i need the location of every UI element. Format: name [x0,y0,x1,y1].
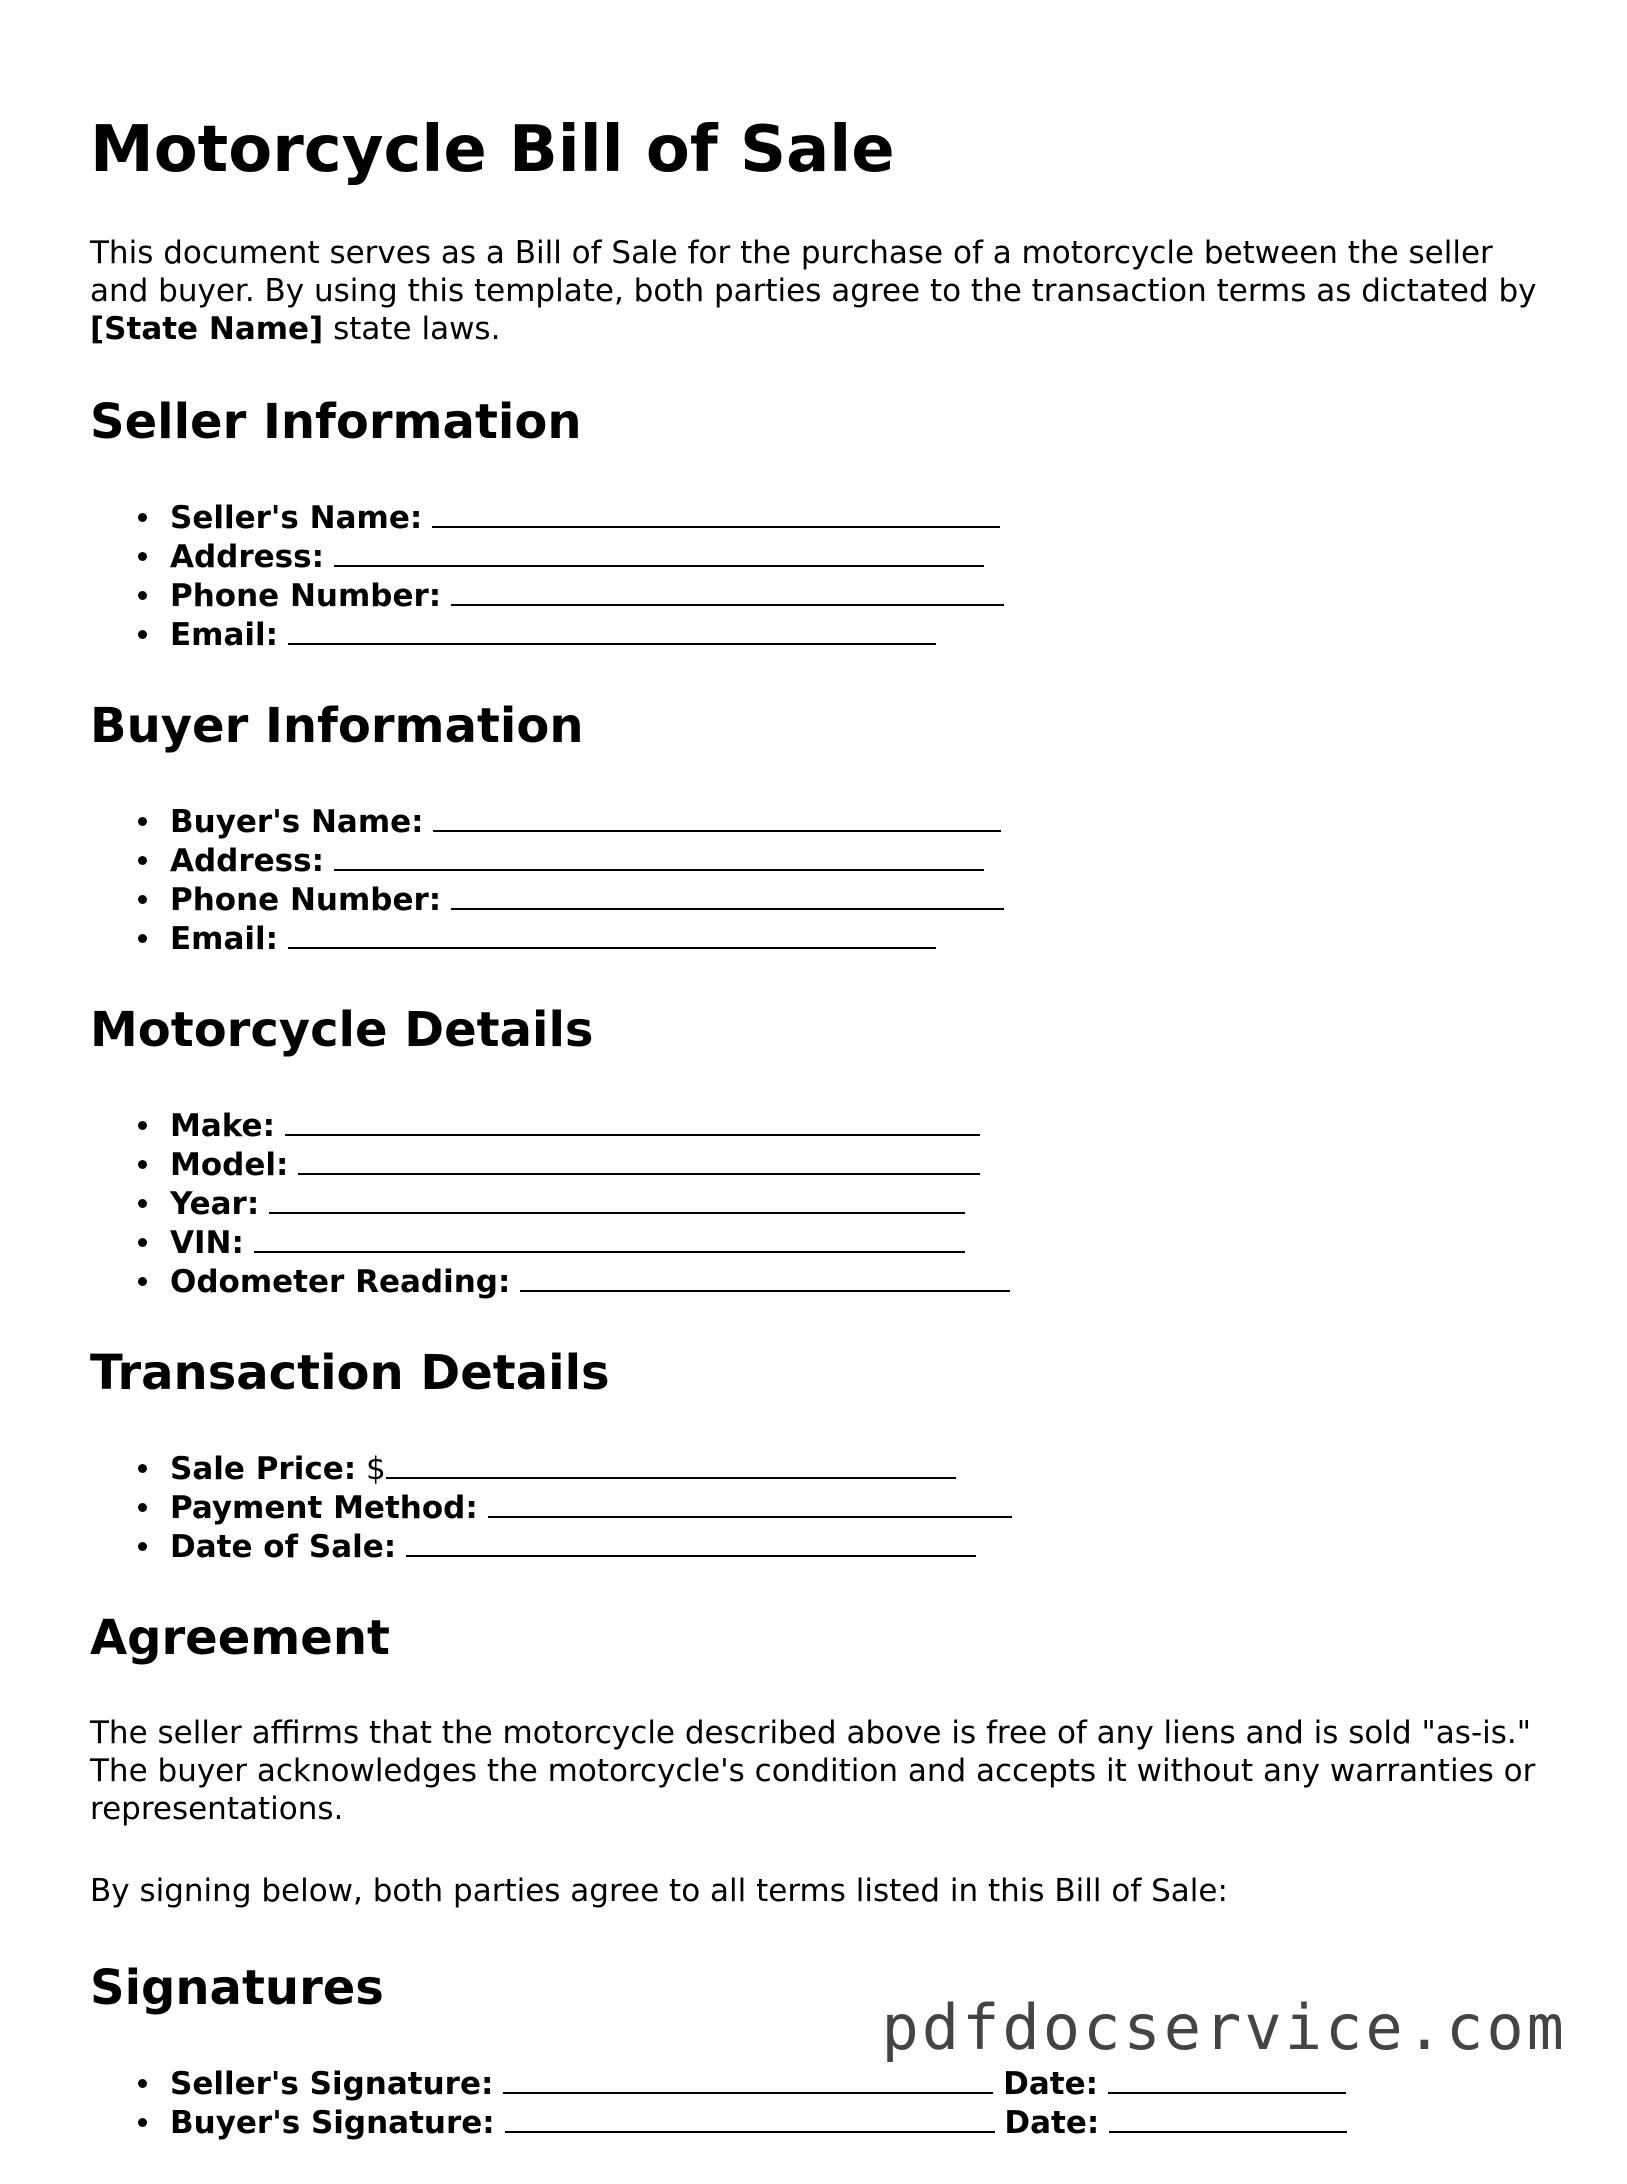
buyer-fields [90,802,1550,958]
year-field [170,1184,1550,1223]
watermark: pdfdocservice.com [881,1991,1567,2064]
fill-line[interactable] [520,1262,1010,1292]
field-label: Email: [170,921,279,957]
field-label: Seller's Name: [170,500,423,536]
field-label: Phone Number: [170,882,442,918]
field-label: Date of Sale: [170,1529,397,1565]
fill-line[interactable] [288,615,936,645]
sale-price-field [170,1449,1550,1488]
date-line[interactable] [1109,2103,1347,2133]
field-label: Payment Method: [170,1490,478,1526]
currency-symbol: $ [365,1451,386,1487]
fill-line[interactable] [433,802,1001,832]
field-label: Address: [170,539,324,575]
buyer-heading: Buyer Information [90,698,584,754]
field-label: Seller's Signature: [170,2066,494,2102]
field-label: VIN: [170,1225,244,1261]
fill-line[interactable] [451,576,1004,606]
field-label: Make: [170,1108,275,1144]
payment-method-field [170,1488,1550,1527]
signature-line[interactable] [505,2103,995,2133]
buyer-name-field [170,802,1550,841]
signatures-heading: Signatures [90,1960,384,2016]
seller-address-field [170,537,1550,576]
agreement-paragraph: The seller affirms that the motorcycle described above is free of any liens and is sold "as-is." The buyer acknowledges the motorcycle's condition and accepts it without any warranties or representations. [90,1715,1536,1827]
date-line[interactable] [1108,2064,1346,2094]
seller-phone-field [170,576,1550,615]
document-title: Motorcycle Bill of Sale [90,113,895,187]
fill-line[interactable] [386,1449,956,1479]
intro-text-before: This document serves as a Bill of Sale for the purchase of a motorcycle between the seller and buyer. By using this template, both parties agree to the transaction terms as dictated by [90,235,1537,309]
fill-line[interactable] [269,1184,965,1214]
date-label: Date: [1004,2105,1100,2141]
seller-heading: Seller Information [90,394,582,450]
signing-statement: By signing below, both parties agree to all terms listed in this Bill of Sale: [90,1873,1228,1909]
vin-field [170,1223,1550,1262]
intro-paragraph [90,234,1550,348]
fill-line[interactable] [254,1223,965,1253]
signature-line[interactable] [503,2064,993,2094]
transaction-heading: Transaction Details [90,1345,610,1401]
fill-line[interactable] [334,841,984,871]
fill-line[interactable] [288,919,936,949]
date-label: Date: [1003,2066,1099,2102]
field-label: Buyer's Name: [170,804,424,840]
seller-fields [90,498,1550,654]
state-name-placeholder: [State Name] [90,311,324,347]
field-label: Year: [170,1186,260,1222]
document-page [90,110,1550,2184]
seller-name-field [170,498,1550,537]
fill-line[interactable] [298,1145,980,1175]
motorcycle-fields [90,1106,1550,1301]
fill-line[interactable] [285,1106,980,1136]
agreement-heading: Agreement [90,1610,390,1666]
buyer-signature-field [170,2103,1550,2142]
intro-text-after: state laws. [323,311,501,347]
fill-line[interactable] [406,1527,976,1557]
transaction-fields [90,1449,1550,1566]
motorcycle-heading: Motorcycle Details [90,1002,594,1058]
fill-line[interactable] [451,880,1004,910]
field-label: Sale Price: [170,1451,357,1487]
buyer-email-field [170,919,1550,958]
fill-line[interactable] [334,537,984,567]
field-label: Odometer Reading: [170,1264,511,1300]
signature-fields [90,2064,1550,2142]
odometer-field [170,1262,1550,1301]
date-of-sale-field [170,1527,1550,1566]
buyer-phone-field [170,880,1550,919]
make-field [170,1106,1550,1145]
seller-email-field [170,615,1550,654]
field-label: Email: [170,617,279,653]
model-field [170,1145,1550,1184]
field-label: Model: [170,1147,289,1183]
fill-line[interactable] [488,1488,1012,1518]
buyer-address-field [170,841,1550,880]
field-label: Address: [170,843,324,879]
seller-signature-field [170,2064,1550,2103]
fill-line[interactable] [432,498,1000,528]
field-label: Buyer's Signature: [170,2105,495,2141]
field-label: Phone Number: [170,578,442,614]
